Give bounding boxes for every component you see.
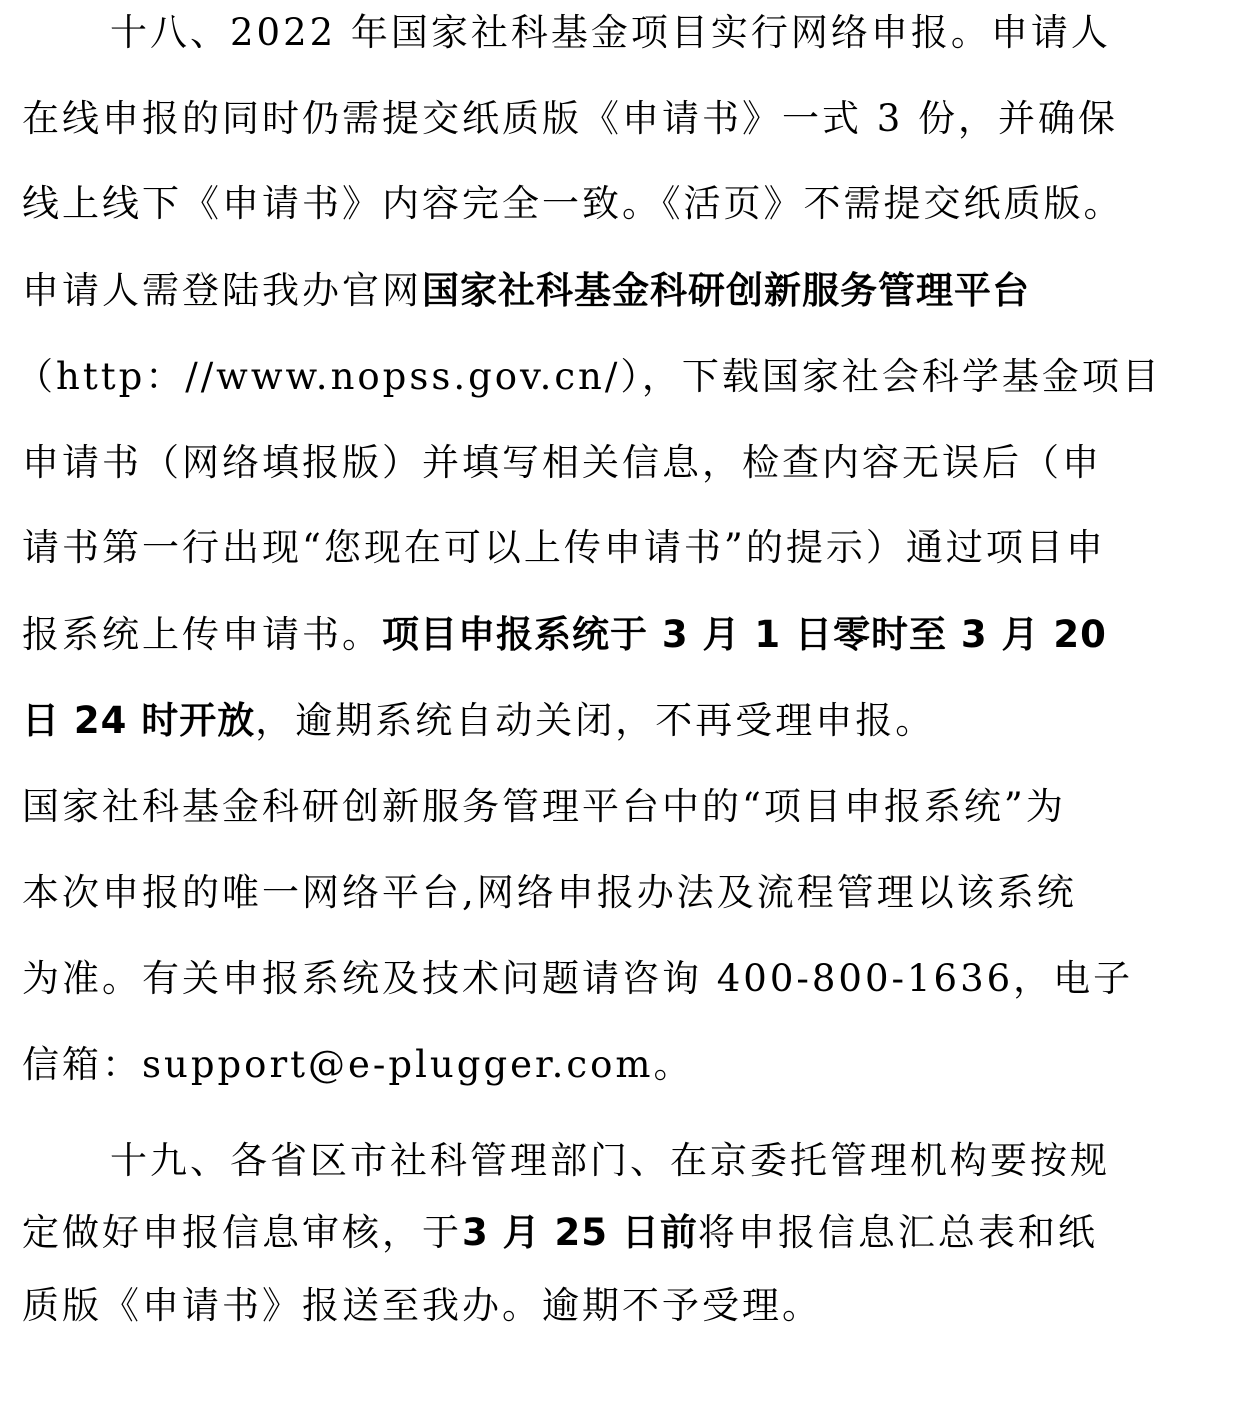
platform-name-bold: 国家社科基金科研创新服务管理平台 — [422, 269, 1030, 312]
paragraph-18-line-13: 信箱：support@e-plugger.com。 — [22, 1043, 694, 1086]
paragraph-18-line-1: 十八、2022 年国家社科基金项目实行网络申报。申请人 — [110, 11, 1111, 54]
review-instruction-text: 定做好申报信息审核，于 — [22, 1211, 462, 1254]
paragraph-18-line-11: 本次申报的唯一网络平台,网络申报办法及流程管理以该系统 — [22, 871, 1077, 914]
system-open-time-bold: 项目申报系统于 3 月 1 日零时至 3 月 20 — [382, 613, 1107, 656]
paragraph-18-line-2: 在线申报的同时仍需提交纸质版《申请书》一式 3 份，并确保 — [22, 97, 1119, 140]
paragraph-18-line-6: 申请书（网络填报版）并填写相关信息，检查内容无误后（申 — [22, 441, 1102, 484]
deadline-bold: 3 月 25 日前 — [462, 1211, 698, 1254]
paragraph-18-line-8 — [22, 612, 1107, 658]
paragraph-19-line-3: 质版《申请书》报送至我办。逾期不予受理。 — [22, 1284, 822, 1327]
system-close-time-bold: 日 24 时开放 — [22, 699, 256, 742]
submission-instruction-text: 将申报信息汇总表和纸 — [697, 1211, 1098, 1254]
paragraph-18-line-5: （http：//www.nopss.gov.cn/），下载国家社会科学基金项目 — [16, 355, 1162, 398]
paragraph-18-line-9 — [22, 698, 935, 744]
overdue-notice-text: ，逾期系统自动关闭，不再受理申报。 — [255, 699, 936, 742]
upload-instruction-text: 报系统上传申请书。 — [22, 613, 382, 656]
paragraph-19-line-2 — [22, 1210, 1098, 1256]
paragraph-18-line-10: 国家社科基金科研创新服务管理平台中的“项目申报系统”为 — [22, 785, 1066, 828]
paragraph-18-line-3: 线上线下《申请书》内容完全一致。《活页》不需提交纸质版。 — [22, 182, 1124, 225]
paragraph-18-line-12: 为准。有关申报系统及技术问题请咨询 400-800-1636，电子 — [22, 957, 1134, 1000]
paragraph-19-line-1: 十九、各省区市社科管理部门、在京委托管理机构要按规 — [110, 1139, 1110, 1182]
login-instruction-text: 申请人需登陆我办官网 — [22, 269, 422, 312]
paragraph-18-line-7: 请书第一行出现“您现在可以上传申请书”的提示）通过项目申 — [22, 526, 1106, 569]
paragraph-18-line-4 — [22, 268, 1030, 314]
